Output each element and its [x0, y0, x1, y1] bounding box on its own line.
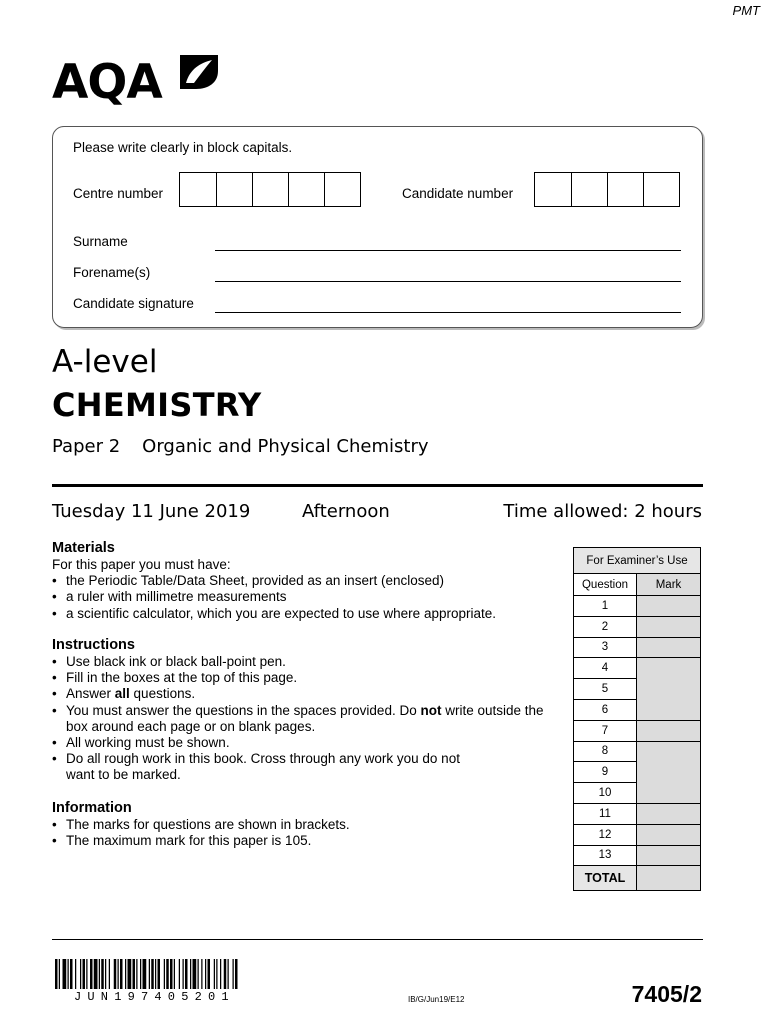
mark-cell — [637, 720, 701, 741]
question-number: 3 — [574, 637, 637, 658]
exam-date: Tuesday 11 June 2019 — [52, 501, 251, 522]
document-reference: IB/G/Jun19/E12 — [408, 995, 465, 1004]
mark-cell — [637, 637, 701, 658]
instructions-heading: Instructions — [52, 637, 135, 653]
barcode — [55, 959, 300, 989]
text-fragment: questions. — [129, 686, 196, 702]
question-number: 6 — [574, 699, 637, 720]
mark-cell — [637, 596, 701, 617]
signature-field[interactable] — [215, 312, 681, 313]
question-number: 5 — [574, 679, 637, 700]
question-number: 7 — [574, 720, 637, 741]
total-label: TOTAL — [574, 866, 637, 891]
examiners-use-title: For Examiner’s Use — [574, 548, 701, 574]
surname-field[interactable] — [215, 250, 681, 251]
watermark: PMT — [732, 3, 760, 18]
time-allowed: Time allowed: 2 hours — [503, 501, 702, 522]
list-item: • Fill in the boxes at the top of this page. — [52, 670, 562, 686]
candidate-number-label: Candidate number — [402, 186, 514, 201]
centre-number-boxes[interactable] — [179, 172, 361, 207]
aqa-logo — [52, 55, 222, 111]
emphasis: all — [114, 686, 130, 702]
mark-cell — [637, 741, 701, 803]
mark-cell — [637, 616, 701, 637]
list-item: • the Periodic Table/Data Sheet, provided as an insert (enclosed) — [52, 573, 562, 589]
materials-heading: Materials — [52, 540, 115, 556]
centre-number-digit[interactable] — [216, 173, 252, 206]
centre-number-label: Centre number — [73, 186, 164, 201]
information-heading: Information — [52, 800, 132, 816]
mark-cell — [637, 824, 701, 845]
text-fragment: write outside the box around each page or on blank pages. — [66, 702, 544, 734]
surname-label: Surname — [73, 234, 128, 249]
paper-code: 7405/2 — [631, 981, 702, 1007]
list-item: • a scientific calculator, which you are expected to use where appropriate. — [52, 606, 562, 622]
list-item: • The marks for questions are shown in brackets. — [52, 817, 562, 833]
subject-name: CHEMISTRY — [52, 386, 262, 424]
question-column-header: Question — [574, 574, 637, 596]
leaf-icon — [180, 55, 218, 89]
question-number: 2 — [574, 616, 637, 637]
question-number: 12 — [574, 824, 637, 845]
mark-column-header: Mark — [637, 574, 701, 596]
list-item: • All working must be shown. — [52, 735, 562, 751]
barcode-number: JUN197405201 — [74, 990, 235, 1004]
examiners-use-table — [573, 547, 701, 891]
question-number: 11 — [574, 803, 637, 824]
information-section — [52, 800, 562, 849]
qualification-level: A-level — [52, 344, 158, 380]
paper-heading — [52, 436, 429, 457]
candidate-details-box — [52, 126, 703, 328]
exam-session: Afternoon — [302, 501, 390, 522]
logo-text: AQA — [52, 55, 162, 110]
block-capitals-instruction: Please write clearly in block capitals. — [73, 140, 293, 155]
forename-label: Forename(s) — [73, 265, 151, 280]
question-number: 9 — [574, 762, 637, 783]
centre-number-digit[interactable] — [324, 173, 360, 206]
mark-cell — [637, 803, 701, 824]
divider-thin — [52, 939, 703, 940]
materials-intro: For this paper you must have: — [52, 557, 231, 572]
divider-thick — [52, 484, 703, 487]
candidate-number-boxes[interactable] — [534, 172, 680, 207]
forename-field[interactable] — [215, 281, 681, 282]
materials-section — [52, 540, 562, 622]
list-item: • a ruler with millimetre measurements — [52, 589, 562, 605]
candidate-number-digit[interactable] — [571, 173, 607, 206]
list-item: • Use black ink or black ball-point pen. — [52, 654, 562, 670]
centre-number-digit[interactable] — [288, 173, 324, 206]
list-item: • Do all rough work in this book. Cross through any work you do not want to be marked. — [52, 751, 492, 783]
paper-title: Organic and Physical Chemistry — [142, 436, 429, 457]
candidate-number-digit[interactable] — [607, 173, 643, 206]
text-fragment: Answer — [66, 686, 115, 702]
instructions-section — [52, 637, 562, 784]
question-number: 1 — [574, 596, 637, 617]
list-item — [52, 686, 562, 702]
centre-number-digit[interactable] — [180, 173, 216, 206]
text-fragment: You must answer the questions in the spaces provided. Do — [66, 702, 421, 718]
list-item — [52, 703, 562, 735]
list-item: • The maximum mark for this paper is 105. — [52, 833, 562, 849]
question-number: 10 — [574, 783, 637, 804]
mark-cell — [637, 658, 701, 720]
question-number: 8 — [574, 741, 637, 762]
candidate-number-digit[interactable] — [535, 173, 571, 206]
total-mark-cell — [637, 866, 701, 891]
paper-number: Paper 2 — [52, 436, 121, 457]
question-number: 4 — [574, 658, 637, 679]
signature-label: Candidate signature — [73, 296, 194, 311]
candidate-number-digit[interactable] — [643, 173, 679, 206]
question-number: 13 — [574, 845, 637, 866]
centre-number-digit[interactable] — [252, 173, 288, 206]
mark-cell — [637, 845, 701, 866]
emphasis: not — [420, 702, 442, 718]
